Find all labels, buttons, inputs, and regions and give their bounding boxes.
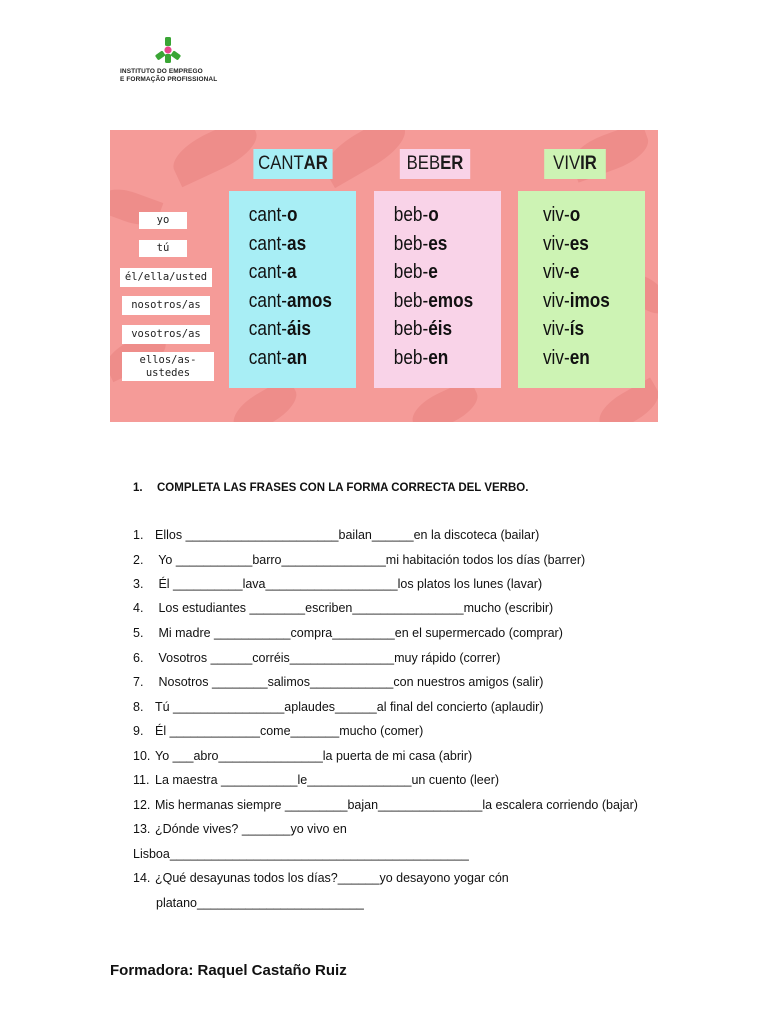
exercise-line	[133, 871, 509, 885]
conjugation-form: viv-en	[542, 346, 590, 369]
verb-ending: IR	[580, 153, 597, 174]
conjugation-form: cant-a	[248, 261, 297, 283]
pronoun-label: nosotros/as	[122, 296, 210, 315]
verb-heading-beber	[400, 149, 470, 179]
conjugation-form: viv-e	[542, 261, 580, 283]
conjugation-form: cant-o	[248, 204, 298, 226]
pronoun-label: él/ella/usted	[120, 268, 212, 287]
exercise-number: 7.	[133, 675, 144, 689]
pronoun-label: vosotros/as	[122, 325, 210, 344]
conjugation-form: beb-éis	[393, 318, 453, 340]
conjugation-form: viv-imos	[542, 289, 610, 312]
conjugation-form: beb-emos	[393, 289, 474, 312]
conjugation-column-beber	[374, 191, 501, 388]
exercise-line	[133, 749, 472, 763]
verb-stem: VIV	[553, 153, 581, 174]
verb-ending: ER	[440, 153, 464, 174]
exercise-text: platano________________________	[156, 896, 364, 910]
conjugation-form: cant-amos	[248, 289, 332, 312]
exercise-line	[133, 528, 539, 542]
exercise-text: Tú ________________aplaudes______al final del concierto (aplaudir)	[155, 700, 544, 714]
logo-text	[120, 68, 217, 84]
exercise-text: ¿Qué desayunas todos los días?______yo desayono yogar cón	[155, 871, 509, 885]
instruction-number: 1.	[133, 482, 143, 494]
conjugation-form: beb-es	[393, 232, 448, 255]
conjugation-form: cant-an	[248, 346, 308, 369]
verb-stem: BEB	[406, 153, 441, 174]
exercise-line	[133, 651, 500, 665]
exercise-line	[133, 626, 563, 640]
exercise-text: Los estudiantes ________escriben________________mucho (escribir)	[155, 601, 554, 615]
exercise-text: Yo ___abro_______________la puerta de mi casa (abrir)	[155, 749, 473, 763]
exercise-text: Yo ___________barro_______________mi habitación todos los días (barrer)	[155, 553, 586, 567]
exercise-text: ¿Dónde vives? _______yo vivo en	[155, 822, 347, 836]
exercise-number: 8.	[133, 700, 144, 714]
exercise-line-continuation	[156, 896, 364, 910]
pronoun-label: tú	[139, 240, 187, 257]
exercise-number: 4.	[133, 601, 144, 615]
exercise-text: Él __________lava___________________los platos los lunes (lavar)	[155, 577, 543, 591]
institute-logo	[120, 36, 220, 86]
footer-trainer: Formadora: Raquel Castaño Ruiz	[110, 962, 347, 979]
exercise-number: 2.	[133, 553, 144, 567]
exercise-text: Mis hermanas siempre _________bajan_______________la escalera corriendo (bajar)	[155, 798, 638, 812]
pronoun-label: yo	[139, 212, 187, 229]
exercise-text: Él _____________come_______mucho (comer)	[155, 724, 424, 738]
verb-ending: AR	[303, 153, 328, 174]
exercise-text: Mi madre ___________compra_________en el supermercado (comprar)	[155, 626, 563, 640]
exercise-number: 1.	[133, 528, 144, 542]
iefp-logo-icon	[120, 36, 220, 68]
exercise-number: 12.	[133, 798, 151, 812]
conjugation-form: beb-o	[393, 204, 439, 226]
conjugation-column-vivir	[518, 191, 645, 388]
exercise-line	[133, 553, 585, 567]
logo-line-1: INSTITUTO DO EMPREGO	[120, 68, 203, 75]
exercise-text: La maestra ___________le_______________un cuento (leer)	[155, 773, 500, 787]
verb-stem: CANT	[258, 153, 304, 174]
exercise-number: 13.	[133, 822, 151, 836]
exercise-line	[133, 601, 553, 615]
conjugation-form: beb-e	[393, 261, 438, 283]
conjugation-form: cant-áis	[248, 318, 311, 340]
exercise-line	[133, 700, 544, 714]
exercise-line	[133, 577, 542, 591]
exercise-line-continuation	[133, 847, 469, 861]
conjugation-form: viv-es	[542, 232, 589, 255]
exercise-number: 10.	[133, 749, 151, 763]
exercise-text: Nosotros ________salimos____________con nuestros amigos (salir)	[155, 675, 544, 689]
conjugation-column-cantar	[229, 191, 356, 388]
pronoun-label: ellos/as- ustedes	[122, 352, 214, 381]
conjugation-form: cant-as	[248, 232, 307, 255]
conjugation-form: viv-ís	[542, 318, 585, 340]
exercise-text: Ellos ______________________bailan______en la discoteca (bailar)	[155, 528, 540, 542]
conjugation-banner	[110, 130, 658, 422]
exercise-text: Vosotros ______corréis_______________muy rápido (correr)	[155, 651, 501, 665]
exercise-line	[133, 773, 499, 787]
exercise-line	[133, 675, 543, 689]
exercise-line	[133, 822, 347, 836]
exercise-number: 3.	[133, 577, 144, 591]
logo-line-2: E FORMAÇÃO PROFISSIONAL	[120, 76, 218, 83]
verb-heading-vivir	[544, 149, 606, 179]
exercise-number: 11.	[133, 773, 150, 787]
conjugation-form: viv-o	[542, 204, 581, 226]
exercise-number: 14.	[133, 871, 151, 885]
exercise-text: Lisboa___________________________________________	[133, 847, 469, 861]
exercise-line	[133, 798, 638, 812]
exercise-number: 5.	[133, 626, 144, 640]
instruction-text: COMPLETA LAS FRASES CON LA FORMA CORRECTA DEL VERBO.	[157, 482, 529, 494]
exercise-instruction	[133, 482, 528, 494]
exercise-number: 9.	[133, 724, 144, 738]
verb-heading-cantar	[253, 149, 332, 179]
exercise-line	[133, 724, 423, 738]
leaf-decoration	[166, 130, 264, 187]
exercise-number: 6.	[133, 651, 144, 665]
conjugation-form: beb-en	[393, 346, 449, 369]
